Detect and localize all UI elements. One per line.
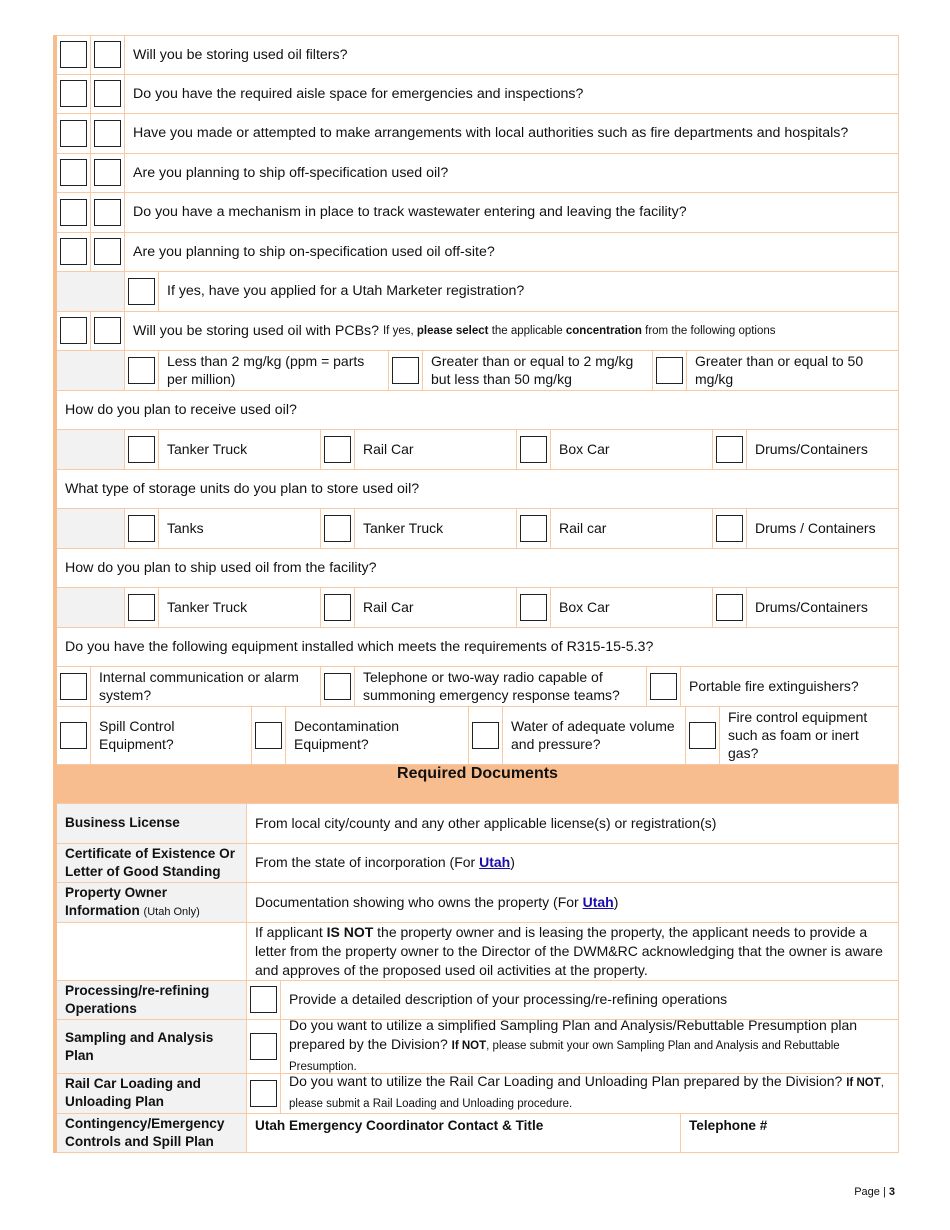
storage-tanks-checkbox[interactable]	[128, 515, 155, 542]
pcb-note-bold2: concentration	[565, 324, 642, 337]
no-cell	[91, 36, 125, 74]
utah-link[interactable]: Utah	[582, 893, 614, 910]
ship-box-car-checkbox[interactable]	[520, 594, 547, 621]
page-separator: |	[882, 1186, 886, 1198]
yes-checkbox[interactable]	[60, 159, 87, 186]
storage-drums-checkbox[interactable]	[716, 515, 743, 542]
option-label: Drums / Containers	[755, 520, 876, 537]
pcb-options-row	[57, 351, 899, 391]
doc-desc: Provide a detailed description of your processing/re-refining operations	[289, 991, 728, 1008]
doc-row-sampling	[57, 1017, 899, 1074]
storage-options-row	[57, 509, 899, 549]
doc-desc: From local city/county and any other applicable license(s) or registration(s)	[255, 814, 717, 831]
fire-control-checkbox[interactable]	[689, 722, 716, 749]
pcb-note	[383, 325, 776, 337]
yes-checkbox[interactable]	[60, 41, 87, 68]
doc-desc-close: )	[510, 854, 515, 871]
yes-cell	[57, 193, 91, 232]
pcb-option-label: Greater than or equal to 50 mg/kg	[695, 353, 864, 388]
no-cell	[91, 312, 125, 351]
pcb-note-prefix: If yes,	[382, 324, 414, 337]
option-cell	[57, 707, 91, 764]
pcb-option-cell	[653, 351, 687, 390]
doc-row-certificate	[57, 844, 899, 884]
yes-checkbox[interactable]	[60, 317, 87, 344]
railcar-note: , please submit a Rail Loading and Unloading procedure.	[289, 1077, 884, 1111]
option-label: Drums/Containers	[755, 599, 868, 616]
telephone-radio-checkbox[interactable]	[324, 673, 351, 700]
storage-tanker-truck-checkbox[interactable]	[324, 515, 351, 542]
yes-checkbox[interactable]	[60, 199, 87, 226]
receive-options-row	[57, 430, 899, 470]
no-cell	[91, 154, 125, 193]
pcb-option-checkbox[interactable]	[128, 357, 155, 384]
doc-label-text: Property Owner Information	[65, 884, 167, 918]
page-footer	[854, 1186, 895, 1198]
doc-label: Rail Car Loading and Unloading Plan	[57, 1074, 247, 1113]
ship-rail-car-checkbox[interactable]	[324, 594, 351, 621]
option-label: Rail Car	[355, 588, 517, 627]
question-row	[57, 114, 899, 154]
equipment-row-1	[57, 667, 899, 707]
indent-cell	[57, 509, 125, 548]
question-text: Are you planning to ship off-specification used oil?	[133, 164, 449, 181]
processing-checkbox[interactable]	[250, 986, 277, 1013]
question-text: Are you planning to ship on-specification used oil off-site?	[133, 243, 495, 260]
pcb-option-label: Greater than or equal to 2 mg/kg but less than 50 mg/kg	[423, 351, 653, 390]
question-text: Do you have the required aisle space for emergencies and inspections?	[133, 85, 584, 102]
no-checkbox[interactable]	[94, 159, 121, 186]
pcb-question-text: Will you be storing used oil with PCBs?	[133, 322, 380, 339]
sampling-desc: Do you want to utilize a simplified Sampling Plan and Analysis/Rebuttable Presumption plan prepared by the Division?	[289, 1017, 858, 1052]
no-checkbox[interactable]	[94, 80, 121, 107]
lease-note-bold: IS NOT	[326, 923, 374, 940]
water-supply-checkbox[interactable]	[472, 722, 499, 749]
pcb-option-cell	[389, 351, 423, 390]
doc-row-lease-note	[57, 923, 899, 981]
receive-drums-checkbox[interactable]	[716, 436, 743, 463]
lease-note	[247, 923, 898, 980]
option-label: Telephone or two-way radio capable of summoning emergency response teams?	[355, 667, 647, 706]
doc-label-note: (Utah Only)	[143, 905, 200, 918]
marketer-row	[57, 272, 899, 312]
option-cell	[321, 509, 355, 548]
decontamination-checkbox[interactable]	[255, 722, 282, 749]
option-label: Tanker Truck	[159, 588, 321, 627]
option-label: Drums/Containers	[755, 441, 868, 458]
doc-row-railcar	[57, 1074, 899, 1114]
railcar-bold: If NOT	[846, 1077, 881, 1090]
page-number: 3	[888, 1186, 895, 1198]
sampling-note: , please submit your own Sampling Plan and Analysis and Rebuttable Presumption.	[289, 1040, 840, 1073]
marketer-checkbox[interactable]	[128, 278, 155, 305]
receive-box-car-checkbox[interactable]	[520, 436, 547, 463]
yes-cell	[57, 114, 91, 153]
railcar-checkbox[interactable]	[250, 1080, 277, 1107]
marketer-question: If yes, have you applied for a Utah Marketer registration?	[167, 283, 525, 300]
option-cell	[517, 430, 551, 469]
empty-label-cell	[57, 923, 247, 980]
option-label: Decontamination Equipment?	[286, 707, 469, 764]
railcar-desc: Do you want to utilize the Rail Car Loading and Unloading Plan prepared by the Division?	[289, 1073, 843, 1090]
no-checkbox[interactable]	[94, 199, 121, 226]
no-cell	[91, 75, 125, 114]
used-oil-form	[53, 35, 899, 1153]
no-checkbox[interactable]	[94, 317, 121, 344]
lease-note-prefix: If applicant	[255, 923, 323, 940]
yes-checkbox[interactable]	[60, 238, 87, 265]
option-cell	[125, 588, 159, 627]
yes-cell	[57, 154, 91, 193]
indent-cell	[57, 351, 125, 390]
option-label: Tanker Truck	[159, 430, 321, 469]
storage-rail-car-checkbox[interactable]	[520, 515, 547, 542]
ship-tanker-truck-checkbox[interactable]	[128, 594, 155, 621]
option-cell	[321, 430, 355, 469]
option-label: Tanks	[159, 509, 321, 548]
no-cell	[91, 193, 125, 232]
doc-row-property-owner	[57, 883, 899, 923]
lease-note-suffix: the property owner and is leasing the property, the applicant needs to provide a letter from the property owner to the Director of the DWM&RC acknowledging that the owner is aware and approves of the proposed used oil activities at the property.	[255, 923, 883, 978]
option-label: Portable fire extinguishers?	[689, 678, 859, 695]
receive-question: How do you plan to receive used oil?	[65, 401, 297, 418]
option-cell	[321, 588, 355, 627]
processing-cell	[247, 981, 281, 1020]
spill-control-checkbox[interactable]	[60, 722, 87, 749]
question-text: Will you be storing used oil filters?	[133, 46, 348, 63]
question-row	[57, 154, 899, 194]
receive-question-row	[57, 391, 899, 431]
required-documents-heading	[57, 765, 899, 805]
doc-desc	[247, 844, 898, 883]
equipment-question-row	[57, 628, 899, 668]
sampling-cell	[247, 1020, 281, 1073]
marketer-cell	[125, 272, 159, 311]
option-cell	[125, 430, 159, 469]
option-label: Box Car	[551, 588, 713, 627]
indent-cell	[57, 430, 125, 469]
indent-cell	[57, 272, 125, 311]
indent-cell	[57, 588, 125, 627]
question-row	[57, 35, 899, 75]
utah-link[interactable]: Utah	[479, 854, 511, 871]
telephone-field[interactable]: Telephone #	[689, 1117, 768, 1133]
doc-desc	[281, 1017, 898, 1073]
question-row	[57, 193, 899, 233]
question-text: Have you made or attempted to make arrangements with local authorities such as fire departments and hospitals?	[133, 125, 849, 142]
question-text: Do you have a mechanism in place to track wastewater entering and leaving the facility?	[133, 204, 687, 221]
doc-label: Contingency/Emergency Controls and Spill Plan	[57, 1114, 247, 1153]
pcb-note-mid: the applicable	[491, 324, 563, 337]
doc-label: Certificate of Existence Or Letter of Good Standing	[57, 844, 247, 883]
equipment-question: Do you have the following equipment installed which meets the requirements of R315-15-5.3?	[65, 638, 654, 655]
ship-question: How do you plan to ship used oil from the facility?	[65, 559, 377, 576]
pcb-option-checkbox[interactable]	[392, 357, 419, 384]
option-label: Internal communication or alarm system?	[91, 667, 321, 706]
ship-drums-checkbox[interactable]	[716, 594, 743, 621]
doc-row-contingency	[57, 1114, 899, 1154]
option-cell	[517, 588, 551, 627]
storage-question: What type of storage units do you plan to store used oil?	[65, 480, 420, 497]
option-cell	[125, 509, 159, 548]
doc-label: Processing/re-refining Operations	[57, 981, 247, 1020]
question-row	[57, 233, 899, 273]
yes-checkbox[interactable]	[60, 80, 87, 107]
storage-question-row	[57, 470, 899, 510]
option-label: Water of adequate volume and pressure?	[503, 707, 686, 764]
alarm-system-checkbox[interactable]	[60, 673, 87, 700]
option-cell	[713, 509, 747, 548]
option-label: Spill Control Equipment?	[91, 707, 252, 764]
pcb-option-checkbox[interactable]	[656, 357, 683, 384]
required-documents-title: Required Documents	[397, 764, 558, 782]
doc-desc-text: From the state of incorporation (For	[255, 854, 476, 871]
no-cell	[91, 233, 125, 272]
no-checkbox[interactable]	[94, 41, 121, 68]
option-label: Box Car	[551, 430, 713, 469]
pcb-note-suffix: from the following options	[645, 324, 776, 337]
doc-row-business-license	[57, 804, 899, 844]
doc-desc-close: )	[613, 893, 619, 910]
receive-tanker-truck-checkbox[interactable]	[128, 436, 155, 463]
emergency-contact-field[interactable]: Utah Emergency Coordinator Contact & Title	[247, 1114, 681, 1153]
pcb-row	[57, 312, 899, 352]
yes-cell	[57, 233, 91, 272]
option-label: Fire control equipment such as foam or inert gas?	[728, 709, 868, 761]
doc-desc-text: Documentation showing who owns the property (For	[255, 893, 579, 910]
doc-label	[57, 883, 247, 922]
ship-options-row	[57, 588, 899, 628]
fire-extinguishers-checkbox[interactable]	[650, 673, 677, 700]
sampling-checkbox[interactable]	[250, 1033, 277, 1060]
pcb-option-label: Less than 2 mg/kg (ppm = parts per million)	[159, 351, 389, 390]
option-label: Tanker Truck	[355, 509, 517, 548]
option-cell	[57, 667, 91, 706]
option-label: Rail car	[551, 509, 713, 548]
doc-row-processing	[57, 981, 899, 1021]
option-cell	[686, 707, 720, 764]
no-checkbox[interactable]	[94, 238, 121, 265]
option-label: Rail Car	[355, 430, 517, 469]
question-row	[57, 75, 899, 115]
pcb-option-cell	[125, 351, 159, 390]
option-cell	[713, 430, 747, 469]
equipment-row-2	[57, 707, 899, 765]
pcb-question	[125, 312, 898, 351]
option-cell	[517, 509, 551, 548]
yes-cell	[57, 36, 91, 74]
option-cell	[713, 588, 747, 627]
sampling-bold: If NOT	[451, 1040, 487, 1052]
doc-label: Sampling and Analysis Plan	[57, 1020, 247, 1073]
no-checkbox[interactable]	[94, 120, 121, 147]
doc-desc	[247, 883, 898, 922]
option-cell	[469, 707, 503, 764]
yes-cell	[57, 75, 91, 114]
ship-question-row	[57, 549, 899, 589]
railcar-cell	[247, 1074, 281, 1113]
option-cell	[252, 707, 286, 764]
page-label: Page	[854, 1186, 880, 1198]
yes-checkbox[interactable]	[60, 120, 87, 147]
option-cell	[321, 667, 355, 706]
doc-label: Business License	[57, 804, 247, 843]
yes-cell	[57, 312, 91, 351]
pcb-note-bold1: please select	[416, 324, 489, 337]
doc-desc	[281, 1074, 898, 1113]
receive-rail-car-checkbox[interactable]	[324, 436, 351, 463]
option-cell	[647, 667, 681, 706]
no-cell	[91, 114, 125, 153]
